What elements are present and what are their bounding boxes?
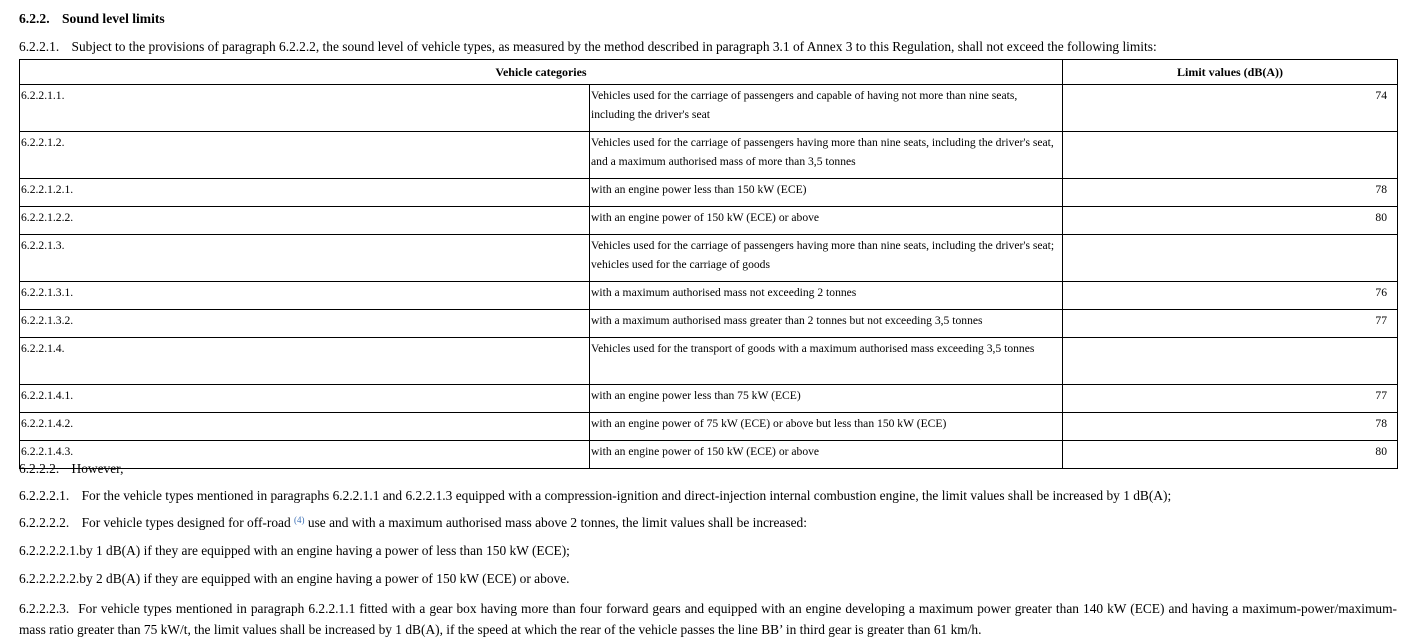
paragraph-increase-1db [19, 543, 570, 559]
row-number: 6.2.2.1.4.2. [20, 413, 590, 441]
row-limit-value: 76 [1063, 282, 1398, 310]
row-number: 6.2.2.1.2.1. [20, 179, 590, 207]
table-row [20, 441, 1398, 469]
row-description: with an engine power of 150 kW (ECE) or above [590, 207, 1063, 235]
intro-paragraph [19, 39, 1157, 55]
table-row [20, 207, 1398, 235]
row-limit-value: 77 [1063, 385, 1398, 413]
row-description: with a maximum authorised mass greater than 2 tonnes but not exceeding 3,5 tonnes [590, 310, 1063, 338]
table-row [20, 132, 1398, 179]
row-number: 6.2.2.1.2.2. [20, 207, 590, 235]
row-number: 6.2.2.1.3.2. [20, 310, 590, 338]
paragraph-text: For the vehicle types mentioned in paragraphs 6.2.2.1.1 and 6.2.2.1.3 equipped with a compression-ignition and direct-injection internal combustion engine, the limit values shall be increased by 1 dB(A); [81, 488, 1172, 503]
row-limit-value [1063, 235, 1398, 282]
paragraph-compression-ignition [19, 488, 1171, 504]
section-title: Sound level limits [62, 11, 165, 26]
row-description: with an engine power of 150 kW (ECE) or above [590, 441, 1063, 469]
table-row [20, 385, 1398, 413]
row-description: with an engine power less than 150 kW (ECE) [590, 179, 1063, 207]
paragraph-number: 6.2.2.1. [19, 39, 60, 54]
row-number: 6.2.2.1.2. [20, 132, 590, 179]
row-limit-value: 78 [1063, 179, 1398, 207]
header-vehicle-categories: Vehicle categories [20, 60, 1063, 85]
paragraph-number: 6.2.2.2.1. [19, 488, 70, 503]
sound-limits-table [19, 59, 1398, 469]
row-description: Vehicles used for the transport of goods with a maximum authorised mass exceeding 3,5 tonnes [590, 338, 1063, 385]
row-number: 6.2.2.1.4.3. [20, 441, 590, 469]
paragraph-number: 6.2.2.2.3. [19, 601, 70, 616]
row-number: 6.2.2.1.4.1. [20, 385, 590, 413]
paragraph-number: 6.2.2.2.2.1. [19, 543, 80, 558]
table-header-row [20, 60, 1398, 85]
table-row [20, 338, 1398, 385]
paragraph-number: 6.2.2.2. [19, 461, 60, 476]
table-row [20, 310, 1398, 338]
section-number: 6.2.2. [19, 11, 50, 26]
table-row [20, 235, 1398, 282]
row-description: Vehicles used for the carriage of passengers having more than nine seats, including the driver's seat, and a maximum authorised mass of more than 3,5 tonnes [590, 132, 1063, 179]
header-limit-values: Limit values (dB(A)) [1063, 60, 1398, 85]
row-limit-value: 80 [1063, 207, 1398, 235]
row-limit-value: 77 [1063, 310, 1398, 338]
paragraph-text: by 1 dB(A) if they are equipped with an engine having a power of less than 150 kW (ECE); [79, 543, 570, 558]
row-limit-value [1063, 132, 1398, 179]
paragraph-gear-box [19, 598, 1397, 640]
table-row [20, 413, 1398, 441]
row-limit-value: 74 [1063, 85, 1398, 132]
paragraph-however [19, 461, 123, 477]
row-description: with an engine power less than 75 kW (ECE) [590, 385, 1063, 413]
section-heading [19, 11, 165, 27]
row-limit-value: 78 [1063, 413, 1398, 441]
table-row [20, 282, 1398, 310]
row-number: 6.2.2.1.3. [20, 235, 590, 282]
row-limit-value [1063, 338, 1398, 385]
paragraph-text: For vehicle types mentioned in paragraph 6.2.2.1.1 fitted with a gear box having more than four forward gears and equipped with an engine developing a maximum power greater than 140 kW (ECE) and having a maximum-power/maximum-mass ratio greater than 75 kW/t, the limit values shall be increased by 1 dB(A), if the speed at which the rear of the vehicle passes the line BB’ in third gear is greater than 61 km/h. [19, 601, 1397, 637]
row-limit-value: 80 [1063, 441, 1398, 469]
paragraph-text: Subject to the provisions of paragraph 6.2.2.2, the sound level of vehicle types, as measured by the method described in paragraph 3.1 of Annex 3 to this Regulation, shall not exceed the following limits: [71, 39, 1157, 54]
paragraph-text: For vehicle types designed for off-road [81, 515, 295, 530]
paragraph-text-continued: use and with a maximum authorised mass above 2 tonnes, the limit values shall be increased: [304, 515, 807, 530]
paragraph-text: by 2 dB(A) if they are equipped with an engine having a power of 150 kW (ECE) or above. [79, 571, 570, 586]
row-description: with a maximum authorised mass not exceeding 2 tonnes [590, 282, 1063, 310]
paragraph-off-road [19, 515, 807, 531]
row-description: with an engine power of 75 kW (ECE) or above but less than 150 kW (ECE) [590, 413, 1063, 441]
footnote-link[interactable]: (4) [294, 515, 305, 525]
row-description: Vehicles used for the carriage of passengers and capable of having not more than nine seats, including the driver's seat [590, 85, 1063, 132]
paragraph-number: 6.2.2.2.2.2. [19, 571, 80, 586]
paragraph-number: 6.2.2.2.2. [19, 515, 70, 530]
row-description: Vehicles used for the carriage of passengers having more than nine seats, including the driver's seat; vehicles used for the carriage of goods [590, 235, 1063, 282]
row-number: 6.2.2.1.3.1. [20, 282, 590, 310]
paragraph-increase-2db [19, 571, 570, 587]
row-number: 6.2.2.1.4. [20, 338, 590, 385]
paragraph-text: However, [71, 461, 124, 476]
row-number: 6.2.2.1.1. [20, 85, 590, 132]
table-row [20, 179, 1398, 207]
table-row [20, 85, 1398, 132]
